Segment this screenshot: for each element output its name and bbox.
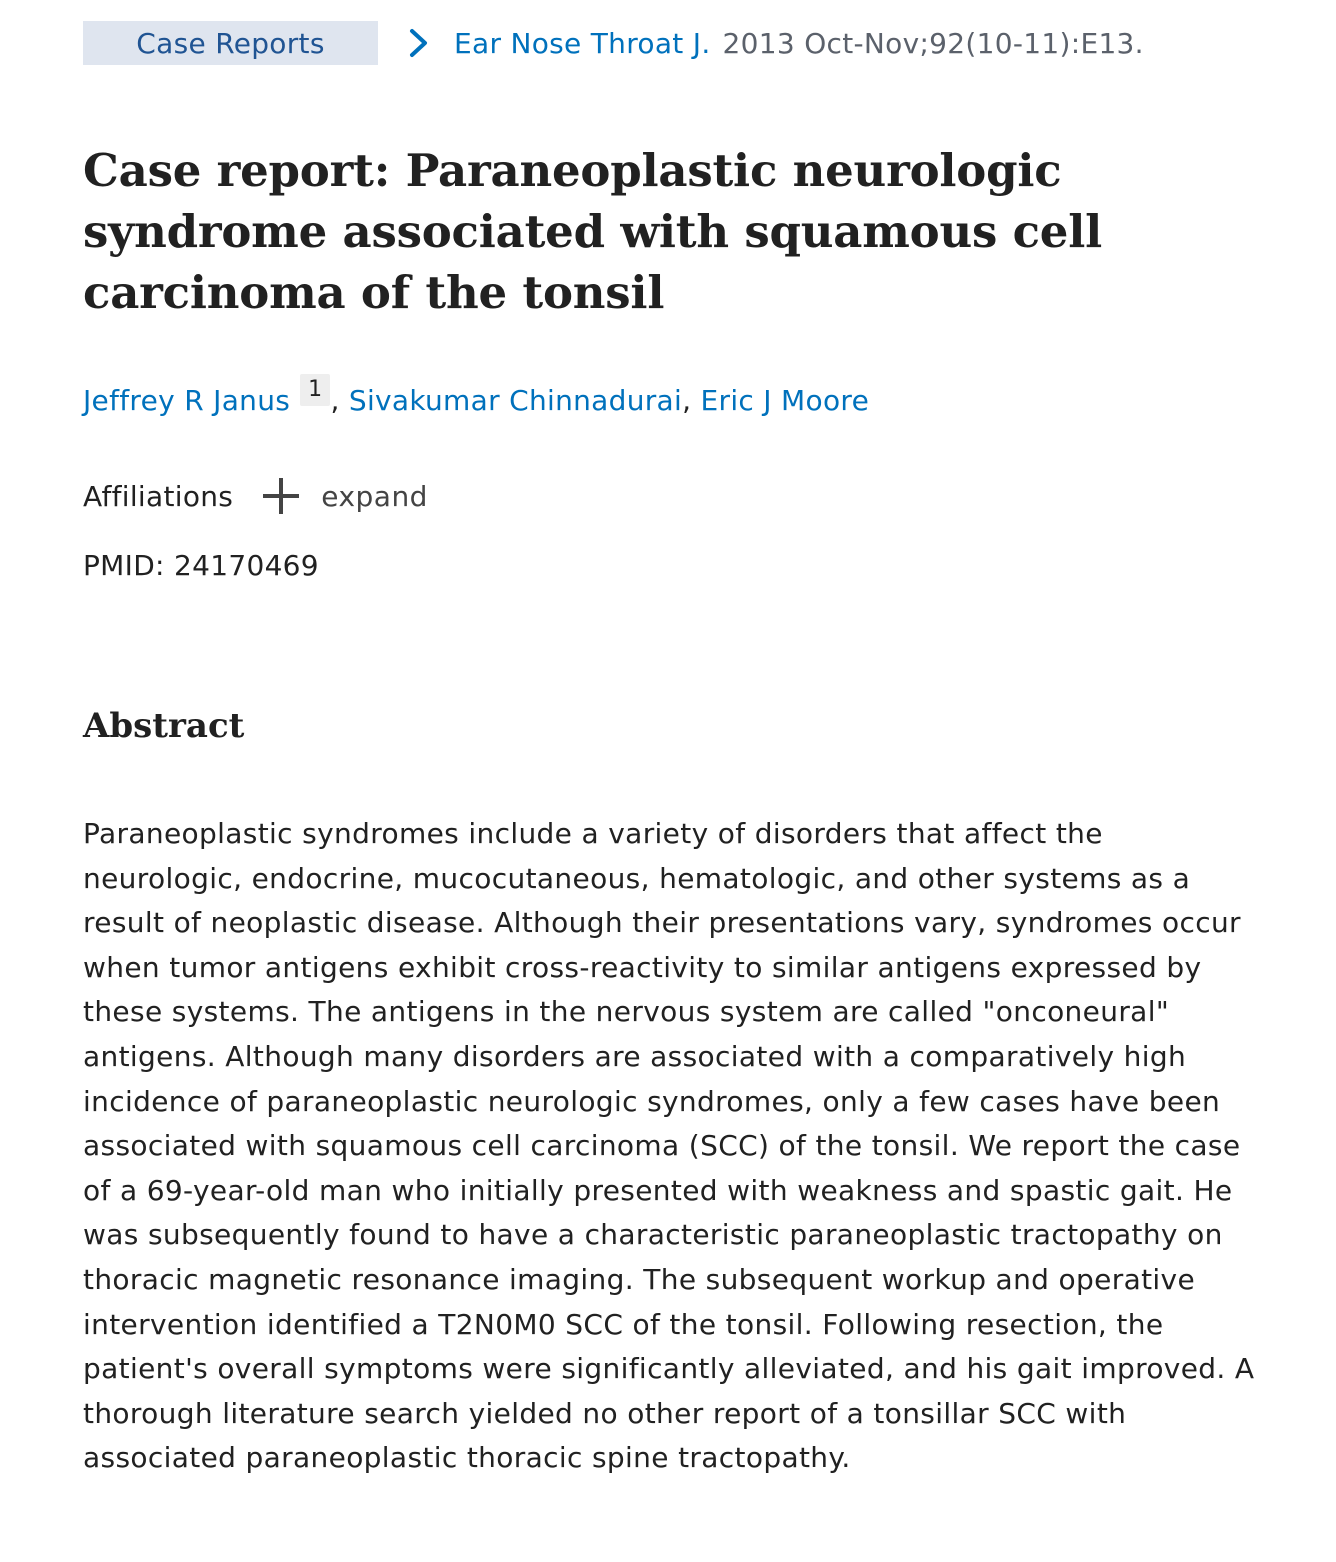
expand-affiliations-button[interactable] (263, 478, 428, 514)
plus-icon (263, 478, 299, 514)
author-link[interactable]: Eric J Moore (700, 384, 870, 417)
expand-label: expand (321, 479, 428, 513)
chevron-right-icon (408, 28, 430, 58)
affiliation-marker[interactable]: 1 (300, 374, 330, 406)
affiliations-label: Affiliations (83, 479, 234, 513)
journal-link[interactable]: Ear Nose Throat J. (454, 26, 711, 60)
author-separator: , (330, 384, 349, 417)
abstract-heading: Abstract (83, 706, 245, 746)
author-link[interactable]: Jeffrey R Janus (83, 384, 291, 417)
citation-row (83, 21, 1258, 65)
author-list (83, 376, 869, 426)
author-separator: , (682, 384, 701, 417)
author-link[interactable]: Sivakumar Chinnadurai (348, 384, 683, 417)
pmid: PMID: 24170469 (83, 549, 319, 582)
article-title: Case report: Paraneoplastic neurologic syndrome associated with squamous cell carcinoma of the tonsil (83, 144, 1102, 319)
abstract-text: Paraneoplastic syndromes include a variety of disorders that affect the neurologic, endocrine, mucocutaneous, hematologic, and other systems as a result of neoplastic disease. Although their presentations vary, syndromes occur when tumor antigens exhibit cross-reactivity to similar antigens expressed by these systems. The antigens in the nervous system are called "onconeural" antigens. Although many disorders are associated with a comparatively high incidence of paraneoplastic neurologic syndromes, only a few cases have been associated with squamous cell carcinoma (SCC) of the tonsil. We report the case of a 69-year-old man who initially presented with weakness and spastic gait. He was subsequently found to have a characteristic paraneoplastic tractopathy on thoracic magnetic resonance imaging. The subsequent workup and operative intervention identified a T2N0M0 SCC of the tonsil. Following resection, the patient's overall symptoms were significantly alleviated, and his gait improved. A thorough literature search yielded no other report of a tonsillar SCC with associated paraneoplastic thoracic spine tractopathy. (83, 817, 1255, 1475)
publication-type-badge[interactable]: Case Reports (83, 21, 378, 65)
affiliations-row (83, 478, 428, 514)
citation-details: 2013 Oct-Nov;92(10-11):E13. (722, 26, 1144, 60)
